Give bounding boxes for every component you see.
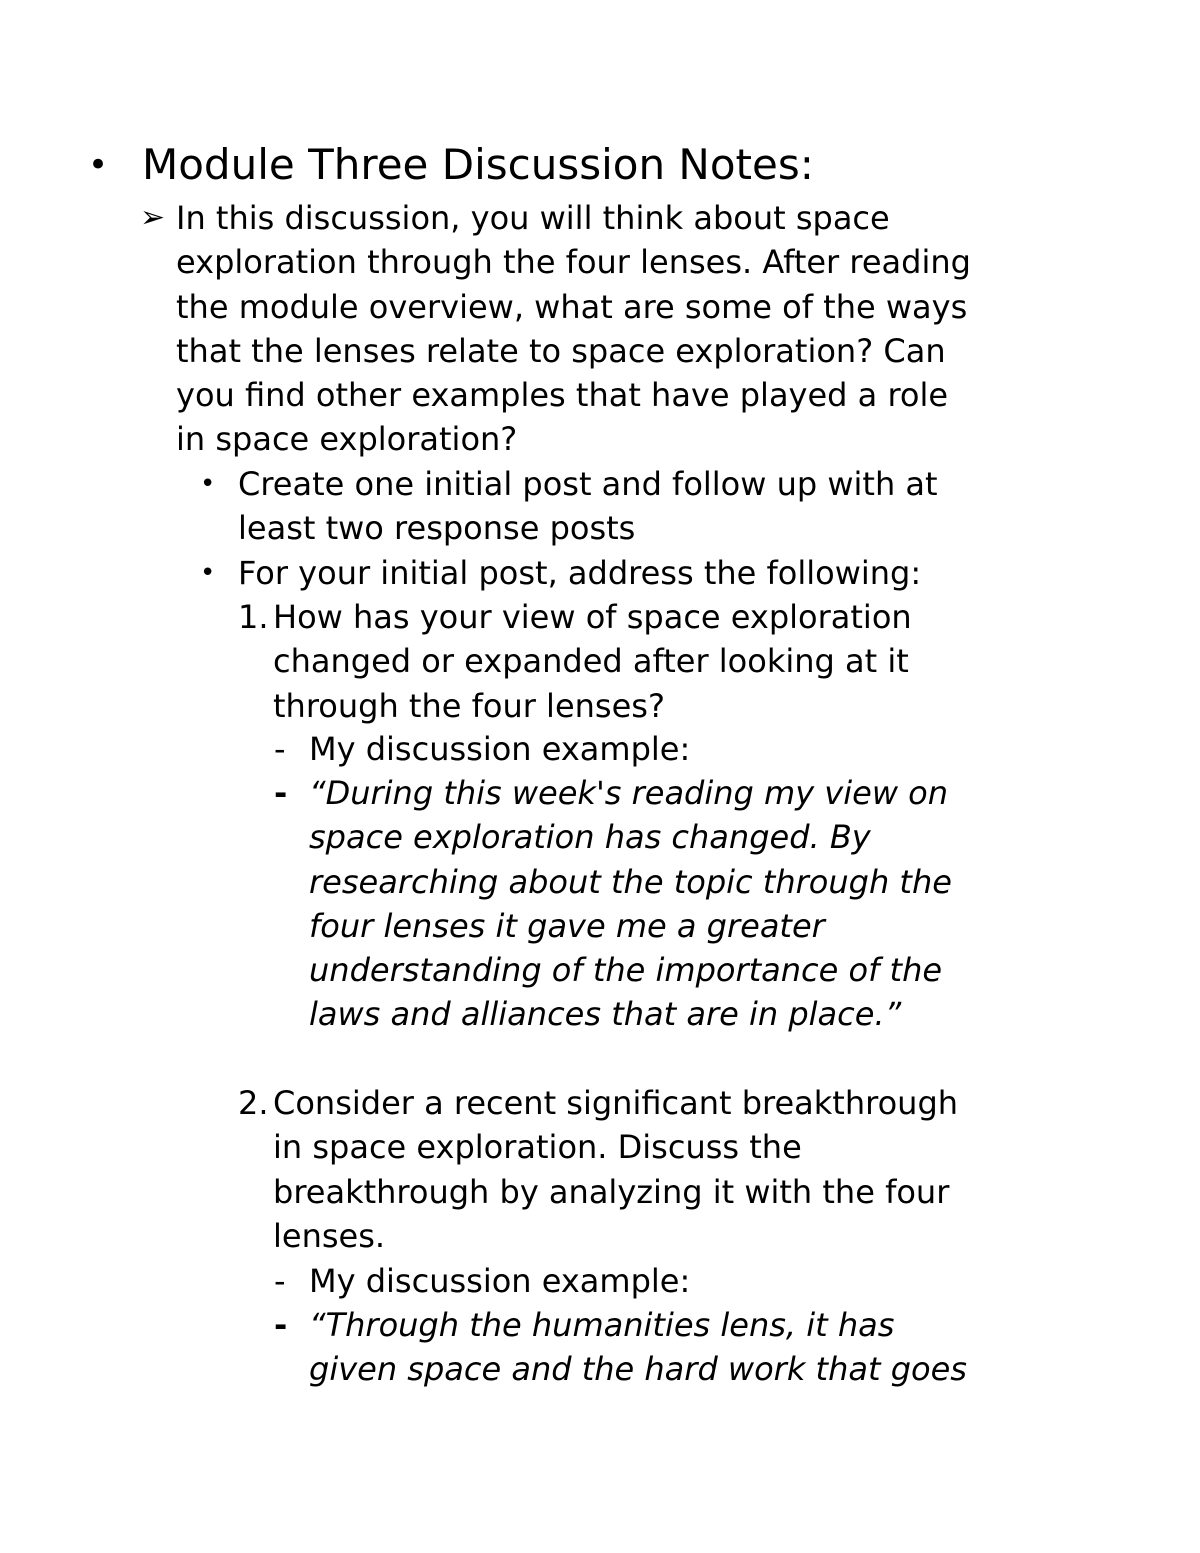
example-label-1 [272,727,1052,771]
dash-marker: - [274,774,288,812]
example-quote-1 [272,771,1052,1037]
bullet-item-initial-post [196,462,1056,551]
dash-marker: - [274,730,286,768]
intro-paragraph [140,196,1060,462]
example-label-text: My discussion example: [309,730,691,768]
bullet-dot: • [200,469,216,499]
bullet-text: For your initial post, address the following: [238,554,922,592]
heading-text: Module Three Discussion Notes: [142,140,814,189]
arrow-bullet-icon: ➢ [140,200,166,235]
question-1 [238,595,1058,728]
example-label-text: My discussion example: [309,1262,691,1300]
intro-text: In this discussion, you will think about space exploration through the four lenses. After reading the module overview, what are some of the ways that the lenses relate to space exploration? Can you find other examples that have played a role in space exploration? [176,199,971,459]
example-quote-text: “During this week's reading my view on space exploration has changed. By researching about the topic through the four lenses it gave me a greater understanding of the importance of the laws and alliances that are in place.” [309,774,952,1034]
question-number: 2. [238,1084,269,1122]
question-text: How has your view of space exploration changed or expanded after looking at it through the four lenses? [273,598,912,725]
question-number: 1. [238,598,269,636]
dash-marker: - [274,1306,288,1344]
question-text: Consider a recent significant breakthrough in space exploration. Discuss the breakthrough by analyzing it with the four lenses. [273,1084,959,1255]
example-quote-2 [272,1303,1052,1392]
question-2 [238,1081,1058,1258]
bullet-item-address-following [196,551,1056,595]
dash-marker: - [274,1262,286,1300]
example-label-2 [272,1259,1052,1303]
heading-bullet: • [88,145,109,185]
bullet-dot: • [200,558,216,588]
bullet-text: Create one initial post and follow up with at least two response posts [238,465,938,548]
example-quote-text: “Through the humanities lens, it has given space and the hard work that goes [309,1306,967,1389]
